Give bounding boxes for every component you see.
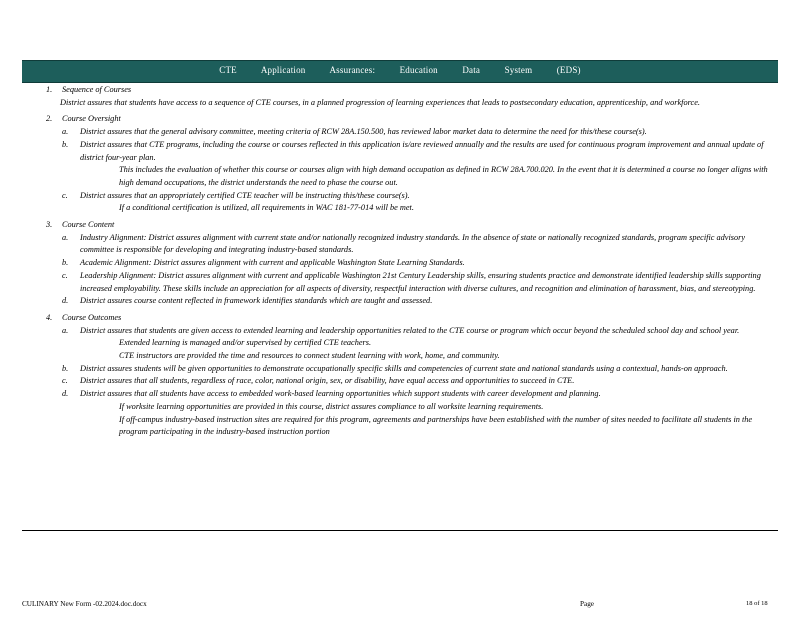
list-item [22, 295, 778, 308]
section-title: Sequence of Courses [62, 85, 132, 94]
item-text: District assures students will be given opportunities to demonstrate occupationally specific skills and competencies of current state and national standards using a contextual, hands-on approach. [80, 363, 728, 373]
list-item [22, 325, 778, 338]
section-title: Course Outcomes [62, 312, 122, 322]
list-item [22, 257, 778, 270]
list-item [22, 375, 778, 388]
section-number: 1. [46, 85, 53, 94]
list-item [22, 232, 778, 257]
bottom-rule [22, 530, 778, 531]
item-text: District assures that students are given access to extended learning and leadership opportunities related to the CTE course or program which occur beyond the scheduled school day and school year. [80, 325, 740, 335]
item-text: District assures that all students have access to embedded work-based learning opportunities which support students with career development and planning. [80, 389, 601, 399]
item-text: If worksite learning opportunities are provided in this course, district assures compliance to all worksite learning requirements. [119, 401, 544, 411]
item-letter: a. [62, 232, 69, 242]
list-item [22, 190, 778, 203]
section [22, 84, 778, 109]
section-title: Course Content [62, 220, 115, 230]
item-letter: d. [62, 389, 69, 399]
list-item [22, 126, 778, 139]
item-text: If a conditional certification is utilized, all requirements in WAC 181-77-014 will be met. [119, 203, 414, 213]
item-text: If off-campus industry-based instruction sites are required for this program, agreements and partnerships have been established with the number of sites needed to facilitate all students in the program participating in the industry-based instruction portion [119, 414, 753, 437]
section [22, 113, 778, 126]
item-text: District assures course content reflected in framework identifies standards which are taught and assessed. [80, 296, 433, 306]
sub-list-item [22, 401, 778, 414]
sub-list-item [22, 202, 778, 215]
section-number: 4. [46, 312, 53, 322]
section-number: 3. [46, 220, 53, 230]
section-intro: District assures that students have access to a sequence of CTE courses, in a planned progression of learning experiences that leads to postsecondary education, apprenticeship, and workforce. [60, 97, 700, 107]
item-text: Industry Alignment: District assures alignment with current state and/or nationally recognized industry standards. In the absence of state or nationally recognized standards, program specific advisory committee is responsible for developing and integrating industry-based standards. [80, 232, 746, 255]
item-text: District assures that CTE programs, including the course or courses reflected in this application is/are reviewed annually and the results are used for continuous program improvement and annual update of district four-year plan. [80, 139, 764, 162]
sub-list-item [22, 414, 778, 439]
item-text: Leadership Alignment: District assures alignment with current and applicable Washington 21st Century Leadership skills, ensuring students practice and demonstrate identified leadership skills supporting increased employability. These skills include an appreciation for all aspects of diversity, respectful interaction with diverse cultures, and recognition and elimination of harassment, bias, and stereotyping. [80, 270, 761, 293]
item-letter: a. [62, 127, 69, 137]
list-item [22, 270, 778, 295]
list-item [22, 388, 778, 401]
item-text: Academic Alignment: District assures alignment with current and applicable Washington State Learning Standards. [80, 258, 465, 268]
section [22, 219, 778, 232]
item-letter: a. [62, 325, 69, 335]
footer-page-label: Page [580, 600, 594, 608]
item-text: District assures that all students, regardless of race, color, national origin, sex, or disability, have equal access and opportunities to succeed in CTE. [80, 376, 575, 386]
section [22, 312, 778, 325]
footer-page-number: 18 of 18 [746, 600, 768, 607]
item-text: This includes the evaluation of whether this course or courses align with high demand occupation as defined in RCW 28A.700.020. In the event that it is determined a course no longer aligns with high demand occupations, the district understands the need to phase the course out. [119, 165, 768, 187]
item-text: Extended learning is managed and/or supervised by certified CTE teachers. [119, 338, 372, 348]
item-letter: c. [62, 190, 68, 200]
item-letter: d. [62, 296, 69, 306]
section-title: Course Oversight [62, 114, 121, 124]
item-text: CTE instructors are provided the time and resources to connect student learning with work, home, and community. [119, 351, 500, 361]
sub-list-item [22, 164, 778, 189]
item-letter: b. [62, 258, 69, 268]
page-title: CTE Application Assurances: Education Data System (EDS) [219, 65, 581, 75]
footer-filename: CULINARY New Form -02.2024.doc.docx [22, 600, 147, 608]
assurances-content [22, 84, 778, 439]
item-letter: c. [62, 376, 68, 386]
header-bar [22, 60, 778, 83]
item-text: District assures that the general advisory committee, meeting criteria of RCW 28A.150.500, has reviewed labor market data to determine the need for this/these course(s). [80, 127, 647, 137]
item-letter: c. [62, 270, 68, 280]
sub-list-item [22, 337, 778, 350]
section-number: 2. [46, 114, 53, 124]
list-item [22, 363, 778, 376]
sub-list-item [22, 350, 778, 363]
item-letter: b. [62, 363, 69, 373]
item-letter: b. [62, 139, 69, 149]
list-item [22, 139, 778, 164]
item-text: District assures that an appropriately certified CTE teacher will be instructing this/these course(s). [80, 190, 410, 200]
